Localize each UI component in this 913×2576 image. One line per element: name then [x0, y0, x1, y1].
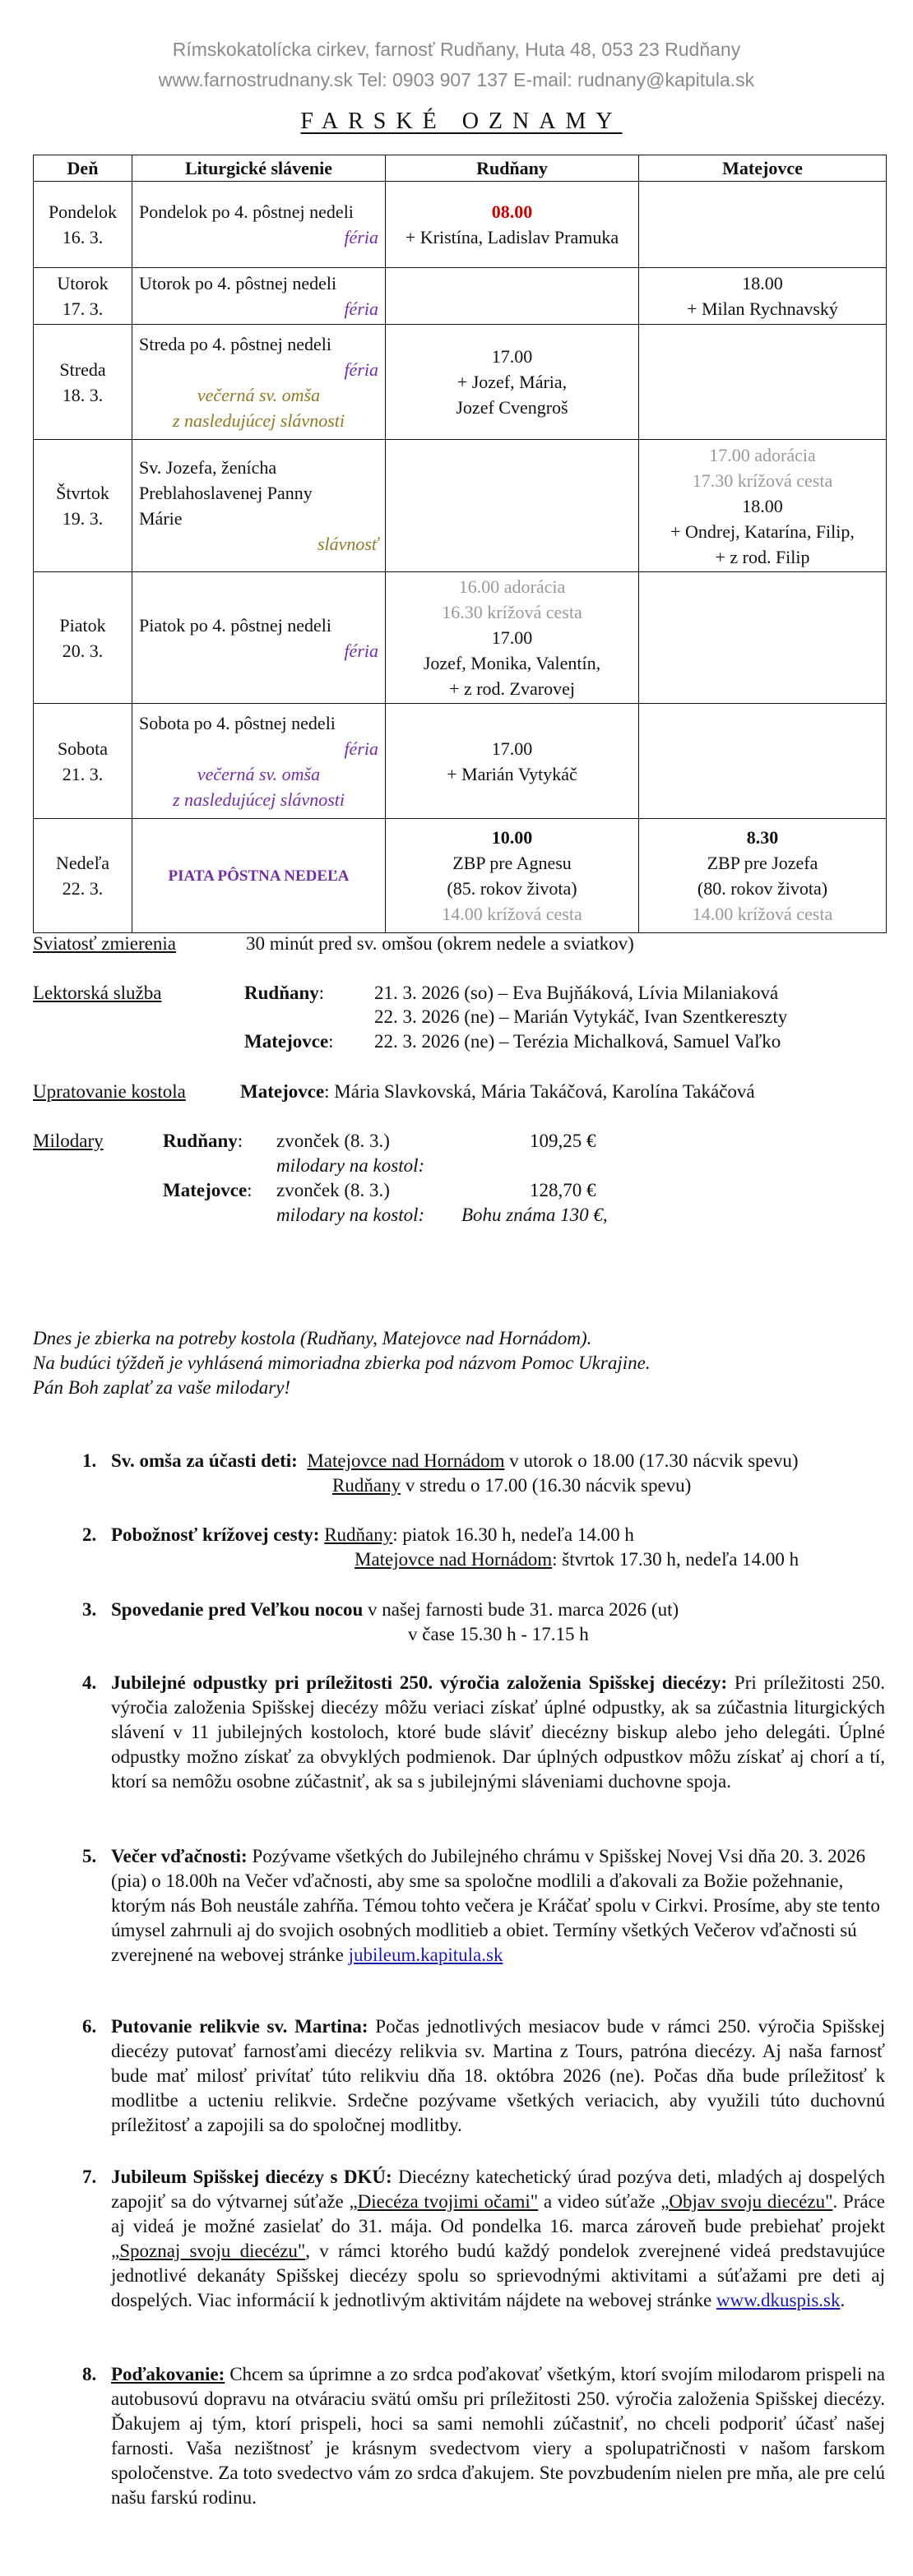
announcement-item-5 [82, 1844, 885, 1968]
day-cell [34, 182, 132, 268]
item-number: 1. [82, 1450, 97, 1471]
day-cell [34, 268, 132, 325]
day-date: 19. 3. [62, 508, 104, 529]
liturgy-line: Pondelok po 4. pôstnej nedeli [139, 201, 354, 222]
day-name: Utorok [57, 273, 109, 294]
mass-line: 18.00 [742, 495, 783, 516]
lectors-label [33, 981, 161, 1006]
liturgy-line: večerná sv. omša [197, 384, 321, 405]
confession-label [33, 932, 176, 956]
liturgy-cell [132, 572, 386, 704]
contest-name: „Diecéza tvojimi očami" [349, 2191, 539, 2212]
liturgy-line: Márie [139, 508, 183, 529]
mass-line: 16.00 adorácia [458, 576, 566, 597]
mass-line: 16.30 krížová cesta [442, 602, 582, 622]
column-header-rudnany: Rudňany [386, 155, 639, 182]
item-text: v stredu o 17.00 (16.30 nácvik spevu) [401, 1475, 692, 1496]
lectors-matejovce-label-text: Matejovce [244, 1031, 329, 1052]
day-name: Pondelok [48, 201, 118, 222]
contest-name: „Objav svoju diecézu" [660, 2191, 833, 2212]
rudnany-cell [386, 572, 639, 704]
donations-label-text: Milodary [33, 1131, 104, 1151]
mass-line: + Ondrej, Katarína, Filip, [670, 520, 855, 542]
liturgy-line: PIATA PÔSTNA NEDEĽA [168, 867, 350, 885]
item-lead: Sv. omša za účasti deti: [111, 1450, 298, 1471]
mass-line: (85. rokov života) [447, 878, 577, 899]
item-lead: Jubilejné odpustky pri príležitosti 250. výročia založenia Spišskej diecézy: [111, 1672, 728, 1693]
schedule-row [34, 572, 887, 704]
mass-line: 14.00 krížová cesta [692, 904, 833, 924]
donation-church: milodary na kostol: [276, 1155, 425, 1176]
day-cell [34, 440, 132, 572]
announcement-item-4 [82, 1671, 885, 1794]
schedule-row [34, 704, 887, 819]
mass-line: 17.00 adorácia [709, 444, 816, 465]
mass-line: Jozef Cvengroš [456, 397, 568, 418]
item-place: Matejovce nad Hornádom [355, 1549, 553, 1570]
donations-matejovce-label: Matejovce: [163, 1180, 253, 1200]
project-name: „Spoznaj svoju diecézu" [111, 2241, 306, 2261]
liturgy-cell [132, 704, 386, 819]
item-text: : piatok 16.30 h, nedeľa 14.00 h [392, 1524, 634, 1545]
day-name: Sobota [57, 738, 109, 759]
item-text: Chcem sa úprimne a zo srdca poďakovať všetkým, ktorí svojím milodarom prispeli na autobusovú dopravu na otváraciu svätú omšu pri príležitosti 250. výročia založenia Spišskej diecézy. Ďakujem aj tým, ktorí prispeli, hoci sa sami nemohli zúčastniť, no chceli podporiť účasť našej farnosti. Vaša nezištnosť je krásnym svedectvom viery a spolupatričnosti v našom farskom spoločenstve. Za toto svedectvo vám zo srdca ďakujem. Ste povzbudením nielen pre mňa, ale pre celú našu farskú rodinu. [111, 2364, 885, 2508]
item-text: v našej farnosti bude 31. marca 2026 (ut) [363, 1599, 679, 1620]
day-name: Nedeľa [55, 853, 110, 873]
mass-line: 08.00 [491, 201, 533, 222]
confession-label-text: Sviatosť zmierenia [33, 933, 176, 954]
mass-line: 17.00 [491, 627, 533, 648]
column-header-day: Deň [34, 155, 132, 182]
mass-line: ZBP pre Agnesu [452, 853, 572, 873]
item-text: , v rámci ktorého budú každý pondelok zverejnené videá predstavujúce jednotlivé dekanáty Spišskej diecézy spolu so sprievodnými aktivitami a súťažami pre deti aj dospelých. Viac informácií k jednotlivým aktivitám nájdete na webovej stránke [111, 2241, 885, 2310]
liturgy-line: féria [344, 640, 378, 661]
announcement-item-6 [82, 2014, 885, 2138]
matejovce-cell [639, 704, 887, 819]
item-lead: Poďakovanie: [111, 2364, 225, 2384]
collection-note-line: Na budúci týždeň je vyhlásená mimoriadna zbierka pod názvom Pomoc Ukrajine. [33, 1353, 651, 1373]
liturgy-line: slávnosť [317, 534, 378, 554]
item-place: Rudňany [332, 1475, 401, 1496]
lector-entry: 22. 3. 2026 (ne) – Marián Vytykáč, Ivan Szentkereszty [374, 1006, 788, 1027]
item-lead: Spovedanie pred Veľkou nocou [111, 1599, 364, 1620]
matejovce-cell [639, 572, 887, 704]
liturgy-line: Sobota po 4. pôstnej nedeli [139, 712, 336, 733]
liturgy-line: Sv. Jozefa, ženícha [139, 457, 277, 478]
announcement-item-3 [82, 1598, 885, 1647]
mass-line: 14.00 krížová cesta [442, 904, 582, 924]
mass-line: + Jozef, Mária, [456, 372, 568, 392]
rudnany-cell [386, 819, 639, 933]
item-lead: Večer vďačnosti: [111, 1846, 248, 1866]
donation-matejovce-amount: 128,70 € [530, 1180, 596, 1200]
item-lead: Pobožnosť krížovej cesty: [111, 1524, 320, 1545]
item-place: Rudňany [324, 1524, 393, 1545]
dkuspis-website-link[interactable]: www.dkuspis.sk [716, 2290, 841, 2310]
item-text: Počas jednotlivých mesiacov bude v rámci 250. výročia Spišskej diecézy putovať farnosťami diecézy relikvia sv. Martina z Tours, patróna diecézy. Aj naša farnosť bude mať milosť privítať túto relikviu dňa 18. októbra 2026 (ne). Počas dňa bude príležitosť k modlitbe a ucteniu relikvie. Srdečne pozývame všetkých veriacich, aby využili túto duchovnú príležitosť a zapojili sa do spoločnej modlitby. [111, 2016, 885, 2135]
table-header-row [34, 155, 887, 182]
mass-line: 8.30 [746, 827, 779, 848]
mass-line: Jozef, Monika, Valentín, [423, 653, 601, 673]
donations-rudnany-label-text: Rudňany [163, 1131, 238, 1151]
item-number: 3. [82, 1599, 97, 1620]
cleaning-label-text: Upratovanie kostola [33, 1081, 186, 1102]
liturgy-line: večerná sv. omša [197, 763, 321, 784]
donations-matejovce-label-text: Matejovce [163, 1180, 248, 1200]
confession-text: 30 minút pred sv. omšou (okrem nedele a sviatkov) [246, 933, 634, 954]
item-number: 2. [82, 1524, 97, 1545]
mass-line: + z rod. Zvarovej [449, 678, 575, 699]
day-date: 17. 3. [62, 298, 104, 319]
liturgy-line: Preblahoslavenej Panny [139, 483, 313, 503]
cleaning-names: : Mária Slavkovská, Mária Takáčová, Karolína Takáčová [324, 1081, 755, 1102]
donation-bell: zvonček (8. 3.) [276, 1180, 390, 1200]
donation-rudnany-amount: 109,25 € [530, 1131, 596, 1151]
mass-line: (80. rokov života) [697, 878, 828, 899]
day-name: Streda [59, 358, 106, 380]
liturgy-cell [132, 182, 386, 268]
donation-church: milodary na kostol: [276, 1205, 425, 1225]
donation-bell: zvonček (8. 3.) [276, 1131, 390, 1151]
schedule-row [34, 325, 887, 440]
item-lead: Putovanie relikvie sv. Martina: [111, 2016, 368, 2037]
mass-line: + Marián Vytykáč [447, 763, 577, 784]
lector-entry: 21. 3. 2026 (so) – Eva Bujňáková, Lívia Milaniaková [374, 983, 779, 1003]
liturgy-cell [132, 325, 386, 440]
day-name: Štvrtok [56, 483, 109, 503]
lectors-rudnany-label: Rudňany: [244, 983, 325, 1003]
announcement-item-2 [82, 1523, 885, 1572]
matejovce-cell [639, 182, 887, 268]
day-date: 20. 3. [62, 640, 104, 661]
column-header-matejovce: Matejovce [639, 155, 887, 182]
liturgy-cell [132, 268, 386, 325]
rudnany-cell [386, 704, 639, 819]
item-text: Pri príležitosti 250. výročia založenia Spišskej diecézy môžu veriaci získať úplné odpustky, ak sa zúčastnia liturgických slávení v 11 jubilejných kostoloch, ktoré bude sláviť diecézny biskup alebo jeho delegáti. Úplné odpustky možno získať za obvyklých podmienok. Dar úplných odpustkov môžu získať aj chorí a tí, ktorí sa nemôžu osobne zúčastniť, ak sa s jubilejnými sláveniami duchovne spoja. [111, 1672, 885, 1792]
schedule-row [34, 819, 887, 933]
announcement-item-1 [82, 1449, 885, 1498]
cleaning-label [33, 1080, 186, 1104]
announcement-item-8 [82, 2362, 885, 2510]
lectors-rudnany-label-text: Rudňany [244, 983, 319, 1003]
item-text: . [840, 2290, 846, 2310]
schedule-row [34, 268, 887, 325]
matejovce-cell [639, 819, 887, 933]
item-text: v utorok o 18.00 (17.30 nácvik spevu) [504, 1450, 799, 1471]
day-date: 16. 3. [62, 227, 104, 247]
matejovce-cell [639, 440, 887, 572]
mass-line: 17.00 [491, 738, 533, 759]
jubilee-website-link[interactable]: jubileum.kapitula.sk [348, 1945, 503, 1965]
rudnany-cell [386, 440, 639, 572]
day-cell [34, 325, 132, 440]
liturgy-line: Utorok po 4. pôstnej nedeli [139, 273, 337, 294]
item-text: v čase 15.30 h - 17.15 h [408, 1624, 589, 1644]
liturgy-line: Piatok po 4. pôstnej nedeli [139, 614, 332, 636]
rudnany-cell [386, 268, 639, 325]
parish-contacts: www.farnostrudnany.sk Tel: 0903 907 137 E-mail: rudnany@kapitula.sk [158, 69, 755, 90]
mass-line: 17.30 krížová cesta [692, 469, 833, 491]
announcement-item-7 [82, 2165, 885, 2313]
liturgy-line: féria [344, 298, 378, 319]
item-place: Matejovce nad Hornádom [307, 1450, 505, 1471]
item-number: 7. [82, 2167, 97, 2187]
liturgy-cell [132, 819, 386, 933]
day-cell [34, 572, 132, 704]
day-date: 18. 3. [62, 384, 104, 405]
item-text: Pozývame všetkých do Jubilejného chrámu v Spišskej Novej Vsi dňa 20. 3. 2026 (pia) o 18.00h na Večer vďačnosti, aby sme sa spoločne modlili a ďakovali za Božie požehnanie, ktorým nás Boh neustále zahŕňa. Témou tohto večera je Kráčať spolu v Cirkvi. Prosíme, aby ste tento úmysel zahrnuli aj do svojich osobných modlitieb a obiet. Termíny všetkých Večerov vďačnosti sú zverejnené na webovej stránke [111, 1846, 880, 1965]
liturgy-line: féria [344, 358, 378, 380]
day-date: 22. 3. [62, 878, 104, 899]
mass-line: 10.00 [491, 827, 533, 848]
liturgy-cell [132, 440, 386, 572]
lectors-label-text: Lektorská služba [33, 983, 162, 1003]
page-title [0, 105, 913, 138]
donation-matejovce-church-note: Bohu známa 130 €, [461, 1205, 608, 1225]
collection-note [33, 1326, 651, 1400]
matejovce-cell [639, 325, 887, 440]
item-number: 8. [82, 2364, 97, 2384]
cleaning-place: Matejovce [240, 1081, 325, 1102]
liturgy-line: Streda po 4. pôstnej nedeli [139, 333, 332, 354]
liturgy-line: z nasledujúcej slávnosti [173, 789, 345, 810]
item-text: . Práce aj videá je možné zasielať do 31. mája. Od pondelka 16. marca zároveň bude prebiehať projekt [111, 2191, 885, 2236]
mass-line: + Milan Rychnavský [687, 298, 838, 319]
donations-rudnany-label: Rudňany: [163, 1131, 243, 1151]
collection-note-line: Dnes je zbierka na potreby kostola (Rudňany, Matejovce nad Hornádom). [33, 1328, 592, 1348]
column-header-liturgy: Liturgické slávenie [132, 155, 386, 182]
parish-address: Rímskokatolícka cirkev, farnosť Rudňany, Huta 48, 053 23 Rudňany [172, 39, 741, 60]
mass-line: ZBP pre Jozefa [707, 853, 818, 873]
matejovce-cell [639, 268, 887, 325]
lector-entry: 22. 3. 2026 (ne) – Terézia Michalková, Samuel Vaľko [374, 1031, 781, 1052]
mass-line: 17.00 [491, 346, 533, 367]
item-number: 5. [82, 1846, 97, 1866]
weekly-schedule-table [33, 155, 887, 933]
item-text: : štvrtok 17.30 h, nedeľa 14.00 h [552, 1549, 799, 1570]
day-name: Piatok [59, 614, 106, 636]
liturgy-line: féria [344, 227, 378, 247]
item-text: Diecézny katechetický úrad pozýva deti, mladých aj dospelých zapojiť sa do výtvarnej súťaže [111, 2167, 885, 2212]
page-title-text: FARSKÉ OZNAMY [300, 109, 623, 134]
day-date: 21. 3. [62, 763, 104, 784]
mass-line: 18.00 [742, 273, 783, 294]
cleaning-text [240, 1080, 755, 1104]
rudnany-cell [386, 182, 639, 268]
day-cell [34, 704, 132, 819]
mass-line: + Kristína, Ladislav Pramuka [405, 227, 619, 247]
day-cell [34, 819, 132, 933]
schedule-row [34, 440, 887, 572]
item-lead: Jubileum Spišskej diecézy s DKÚ: [111, 2167, 392, 2187]
liturgy-line: z nasledujúcej slávnosti [173, 409, 345, 431]
donations-label [33, 1129, 104, 1154]
rudnany-cell [386, 325, 639, 440]
schedule-row [34, 182, 887, 268]
item-number: 6. [82, 2016, 97, 2037]
item-text: a video súťaže [538, 2191, 661, 2212]
liturgy-line: féria [344, 738, 378, 759]
collection-note-line: Pán Boh zaplať za vaše milodary! [33, 1377, 291, 1398]
mass-line: + z rod. Filip [715, 546, 810, 567]
item-number: 4. [82, 1672, 97, 1693]
lectors-matejovce-label: Matejovce: [244, 1031, 334, 1052]
